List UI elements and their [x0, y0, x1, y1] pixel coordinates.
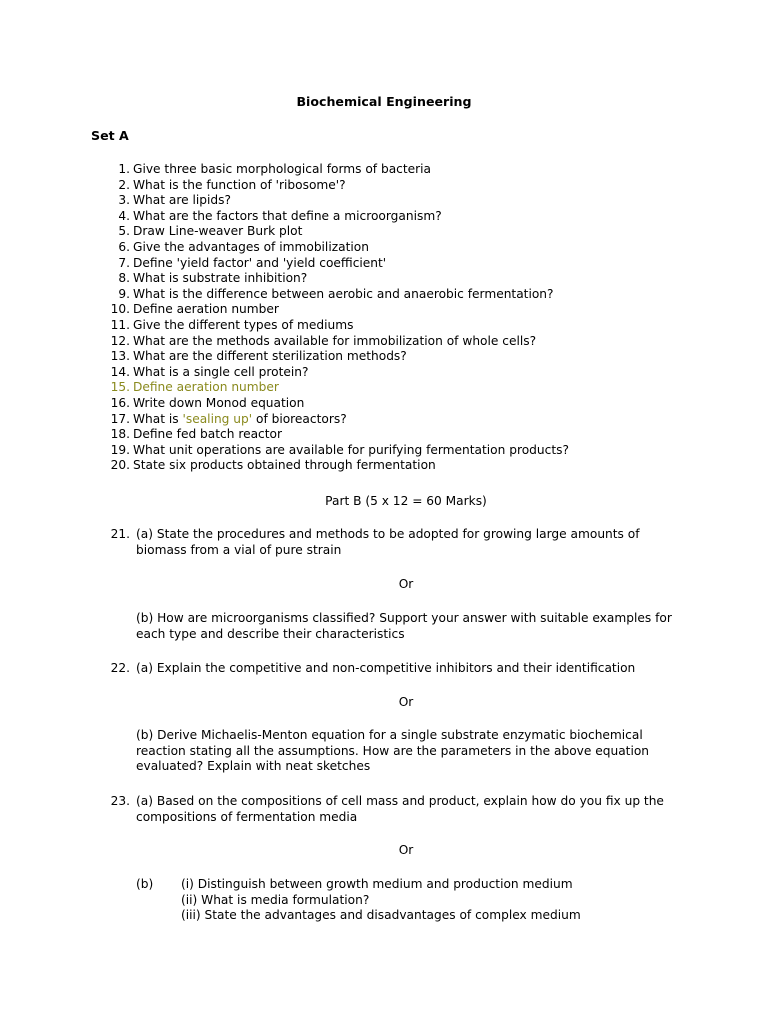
or-separator: Or — [398, 843, 414, 857]
question-text: Write down Monod equation — [133, 395, 305, 410]
question-text: Give three basic morphological forms of bacteria — [133, 162, 432, 176]
question-text-after: of bioreactors? — [252, 411, 347, 426]
question-text: What is the difference between aerobic and anaerobic fermentation? — [133, 286, 554, 301]
question-row — [104, 318, 569, 334]
question-text: What is the function of 'ribosome'? — [133, 177, 346, 192]
question-text: (a) Explain the competitive and non-competitive inhibitors and their identification — [136, 661, 636, 675]
question-number: 23. — [110, 794, 130, 808]
question-21b — [104, 611, 684, 642]
question-number: 15. — [110, 380, 130, 395]
sub-question-label: (b) — [136, 877, 154, 891]
question-number: 14. — [110, 364, 130, 379]
question-row — [104, 365, 569, 381]
question-text: Define fed batch reactor — [133, 427, 282, 442]
question-text: What are the methods available for immobilization of whole cells? — [133, 333, 537, 348]
question-row — [104, 349, 569, 365]
sub-question-list — [181, 877, 581, 924]
question-22b — [104, 728, 684, 775]
question-text-before: What is — [133, 411, 183, 426]
question-text: Give the different types of mediums — [133, 317, 354, 332]
question-text: Define aeration number — [133, 302, 279, 317]
question-row — [104, 178, 569, 194]
question-22a — [104, 661, 684, 677]
question-text: What are the factors that define a microorganism? — [133, 208, 442, 223]
question-row — [104, 240, 569, 256]
question-text: State six products obtained through fermentation — [133, 458, 436, 473]
question-row — [104, 334, 569, 350]
question-number: 7. — [118, 255, 130, 270]
question-row — [104, 271, 569, 287]
question-number: 5. — [118, 224, 130, 239]
sub-question-item: (iii) State the advantages and disadvantages of complex medium — [181, 908, 581, 923]
question-row — [104, 458, 569, 474]
question-number: 13. — [110, 349, 130, 364]
question-row — [104, 224, 569, 240]
question-number: 4. — [118, 208, 130, 223]
sub-question-item: (i) Distinguish between growth medium and production medium — [181, 877, 573, 891]
question-number: 2. — [118, 177, 130, 192]
question-text: Draw Line-weaver Burk plot — [133, 224, 303, 239]
question-number: 20. — [110, 458, 130, 473]
question-number: 10. — [110, 302, 130, 317]
question-number: 1. — [118, 162, 130, 176]
question-number: 18. — [110, 427, 130, 442]
question-row-highlighted — [104, 380, 569, 396]
sub-question-item: (ii) What is media formulation? — [181, 892, 370, 907]
question-text-highlight: 'sealing up' — [182, 411, 253, 426]
question-text: What is substrate inhibition? — [133, 271, 308, 286]
question-text — [133, 412, 347, 428]
question-text: (a) Based on the compositions of cell mass and product, explain how do you fix up the compositions of fermentation media — [136, 794, 664, 824]
question-number: 9. — [118, 286, 130, 301]
question-text: What unit operations are available for purifying fermentation products? — [133, 442, 569, 457]
question-text: Give the advantages of immobilization — [133, 239, 369, 254]
question-text: Define 'yield factor' and 'yield coefficient' — [133, 255, 387, 270]
question-number: 22. — [110, 661, 130, 675]
part-a-question-list — [104, 162, 569, 474]
question-text: What are the different sterilization methods? — [133, 349, 407, 364]
or-separator: Or — [398, 695, 414, 709]
question-row — [104, 427, 569, 443]
question-row — [104, 209, 569, 225]
question-text: (a) State the procedures and methods to be adopted for growing large amounts of biomass from a vial of pure strain — [136, 527, 640, 557]
question-number: 11. — [110, 317, 130, 332]
question-row — [104, 193, 569, 209]
document-title: Biochemical Engineering — [296, 94, 472, 109]
question-row — [104, 396, 569, 412]
question-row — [104, 412, 569, 428]
question-row — [104, 302, 569, 318]
question-text: Define aeration number — [133, 380, 279, 395]
question-row — [104, 256, 569, 272]
question-number: 16. — [110, 395, 130, 410]
question-number: 8. — [118, 271, 130, 286]
question-row — [104, 287, 569, 303]
set-label: Set A — [91, 128, 129, 143]
question-text: What is a single cell protein? — [133, 364, 309, 379]
question-number: 19. — [110, 442, 130, 457]
question-number: 6. — [118, 239, 130, 254]
or-separator: Or — [398, 577, 414, 591]
question-number: 3. — [118, 193, 130, 208]
part-b-heading: Part B (5 x 12 = 60 Marks) — [325, 494, 487, 508]
question-number: 21. — [110, 527, 130, 541]
question-number: 17. — [110, 411, 130, 426]
question-text: What are lipids? — [133, 193, 231, 208]
question-23a — [104, 794, 684, 825]
question-row — [104, 443, 569, 459]
question-row — [104, 162, 569, 178]
question-text: (b) How are microorganisms classified? Support your answer with suitable examples for each type and describe their characteristics — [136, 611, 672, 641]
question-number: 12. — [110, 333, 130, 348]
question-21a — [104, 527, 684, 558]
question-text: (b) Derive Michaelis-Menton equation for a single substrate enzymatic biochemical reaction stating all the assumptions. How are the parameters in the above equation evaluated? Explain with neat sketches — [136, 728, 650, 774]
